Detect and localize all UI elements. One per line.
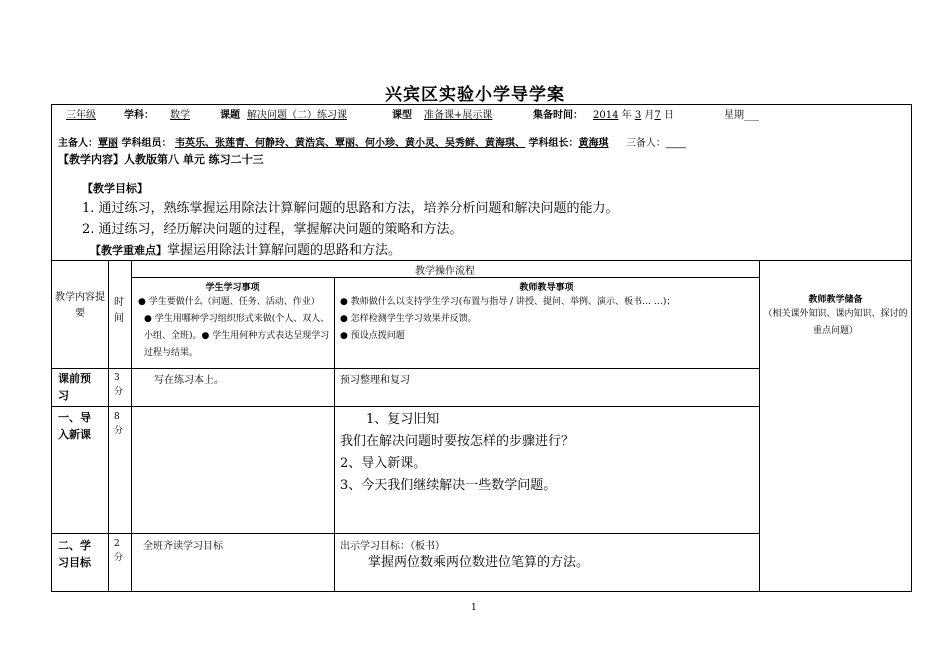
prep-note: （相关课外知识、课内知识、探讨的重点问题） [763,309,908,336]
page-number: 1 [471,603,477,613]
time-label: 集备时间： [533,110,583,121]
type-label: 课型 [392,110,412,121]
staff-row: 主备人：覃丽 学科组员： 韦英乐、张莲青、何静玲、黄浩宾、覃丽、何小珍、黄小灵、吴秀鲜、黄海琪、 学科组长：黄海琪 三备人：____ [58,138,686,149]
row-teacher-line: 我们在解决问题时要按怎样的步骤进行？ [340,434,575,449]
goal-1: 1. 通过练习，熟练掌握运用除法计算解问题的思路和方法，培养分析问题和解决问题的能力。 [82,201,619,216]
date-value: 2014 年 3 月7 日 [593,110,674,121]
row-stage: 二、学习目标 [58,539,91,569]
type-value: 准备课+展示课 [424,110,493,121]
subject-value: 数学 [170,110,190,121]
key-points: 【教学重难点】掌握运用除法计算解问题的思路和方法。 [90,243,402,258]
teacher-notes: ● 教师做什么以支持学生学习(布置与指导 / 讲授、提问、举例、演示、板书… …)； ● 怎样检测学生学习效果并反馈。 ● 预设点拨问题 [340,297,676,341]
col-content-header: 教学内容提要 [55,292,105,319]
weekday: 星期___ [724,110,759,121]
grade: 三年级 [66,110,96,121]
row-teacher-line: 1、复习旧知 [366,412,440,427]
teacher-header: 教师教导事项 [519,283,574,293]
subject-label: 学科： [124,110,154,121]
col-time-header: 时间 [114,297,124,324]
topic-value: 解决问题（二）练习课 [247,110,347,121]
row-student: 写在练习本上。 [154,375,224,386]
content-heading: 【教学内容】人教版第八 单元 练习二十三 [58,153,264,166]
row-time: 3分 [114,373,124,397]
student-notes: ● 学生要做什么（问题、任务、活动、作业） ● 学生用哪种学习组织形式来做(个人、双人、小组、全班)。● 学生用何种方式表达呈现学习过程与结果。 [138,297,330,358]
prep-header: 教师教学储备 [808,295,863,305]
page-title: 兴宾区实验小学导学案 [385,85,565,105]
flow-header: 教学操作流程 [415,266,475,277]
row-time: 2分 [114,539,124,563]
goals-heading: 【教学目标】 [82,182,148,195]
row-teacher-line: 2、导入新课。 [340,456,427,471]
row-stage: 课前预习 [58,372,91,402]
row-teacher-line: 掌握两位数乘两位数进位笔算的方法。 [368,555,590,570]
row-stage: 一、导入新课 [58,411,91,441]
topic-label: 课题 [220,110,240,121]
student-header: 学生学习事项 [205,283,260,293]
row-time: 8分 [114,412,124,436]
row-teacher: 预习整理和复习 [340,375,410,386]
row-teacher-line: 3、今天我们继续解决一些数学问题。 [340,478,557,493]
row-teacher-line: 出示学习目标：（板书） [340,541,445,552]
row-student: 全班齐读学习目标 [143,541,223,552]
goal-2: 2. 通过练习，经历解决问题的过程，掌握解决问题的策略和方法。 [82,222,463,237]
